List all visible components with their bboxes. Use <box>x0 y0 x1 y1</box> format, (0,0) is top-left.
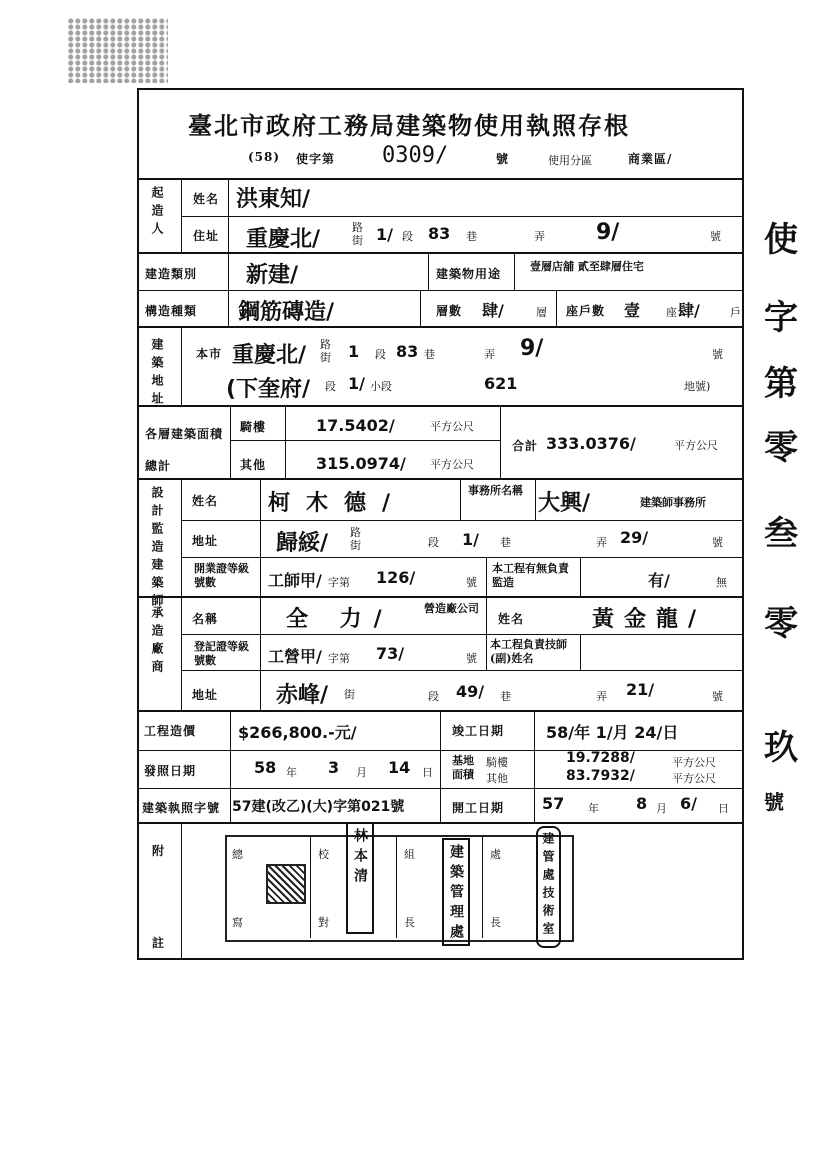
issue-nian: 年 <box>286 766 297 779</box>
areas-total-label: 合計 <box>512 439 539 453</box>
margin-char-6: 零 <box>764 604 798 644</box>
rule <box>181 216 744 217</box>
contractor-name-label: 名稱 <box>192 612 219 626</box>
rule <box>181 634 744 635</box>
rule <box>460 478 461 520</box>
designer-cert-label: 開業證等級號數 <box>194 562 249 589</box>
margin-char-5: 叁 <box>764 514 798 554</box>
areas-total-value: 333.0376/ <box>546 434 636 453</box>
designer-addr-xiang-no: 1/ <box>462 530 479 549</box>
notes-zhu: 註 <box>152 936 166 950</box>
designer-addr-lu: 路 <box>350 526 361 539</box>
rule <box>137 326 744 328</box>
notes-fu: 附 <box>152 844 166 858</box>
margin-char-8: 號 <box>764 790 784 814</box>
margin-char-7: 玖 <box>764 728 798 768</box>
applicant-addr-road: 重慶北/ <box>246 227 321 252</box>
base-qilou-value: 19.7288/ <box>566 750 635 766</box>
structure-value: 鋼筋磚造/ <box>238 300 335 325</box>
applicant-section-label: 起造人 <box>150 186 164 240</box>
areas-other-unit: 平方公尺 <box>430 458 474 471</box>
units-seat-unit: 座 <box>666 306 677 319</box>
site-xiang-no: 83 <box>396 342 419 361</box>
rule <box>181 520 744 521</box>
start-label: 開工日期 <box>452 801 505 815</box>
start-month: 8 <box>636 794 648 813</box>
areas-total-unit: 平方公尺 <box>674 439 718 452</box>
rule <box>486 596 487 634</box>
contractor-addr-jie: 街 <box>344 688 355 701</box>
contractor-name-value: 全 力/ <box>286 607 394 632</box>
designer-office-label: 事務所名稱 <box>468 484 523 497</box>
issue-ri: 日 <box>422 766 433 779</box>
floors-value: 肆/ <box>482 301 504 320</box>
designer-cert-no: 126/ <box>376 568 416 587</box>
rule <box>230 710 231 822</box>
site-duan: 段 <box>375 348 386 361</box>
designer-name-label: 姓名 <box>192 494 219 508</box>
stamp-chu: 處 <box>490 848 501 861</box>
units-household: 肆/ <box>678 301 700 320</box>
site-district-duan: 段 <box>325 380 336 393</box>
site-jie: 街 <box>320 351 331 364</box>
rule <box>228 178 229 252</box>
designer-supervise-you: 有/ <box>648 571 670 590</box>
header-year: (58) <box>248 150 281 164</box>
contractor-addr-no: 21/ <box>626 680 655 699</box>
permit-label: 建築執照字號 <box>142 801 221 815</box>
base-other-unit: 平方公尺 <box>672 772 716 785</box>
rule <box>310 836 311 938</box>
contractor-section-label: 承造廠商 <box>150 606 164 678</box>
rule <box>181 670 744 671</box>
margin-char-3: 第 <box>764 364 798 404</box>
stamp-zu: 組 <box>404 848 415 861</box>
site-section-label: 建築地址 <box>150 338 164 410</box>
designer-addr-xiang: 巷 <box>500 536 511 549</box>
applicant-addr-no: 9/ <box>596 220 620 245</box>
contractor-reg-no: 73/ <box>376 644 405 663</box>
site-xiao: 小段 <box>370 380 392 393</box>
floors-unit: 層 <box>536 306 547 319</box>
areas-ground-value: 17.5402/ <box>316 416 395 435</box>
areas-ground-label: 騎樓 <box>240 420 267 434</box>
issue-yue: 月 <box>356 766 367 779</box>
issue-label: 發照日期 <box>144 764 197 778</box>
applicant-addr-xiang-no: 83 <box>428 224 451 243</box>
rule <box>137 405 744 407</box>
areas-ground-unit: 平方公尺 <box>430 420 474 433</box>
areas-other-label: 其他 <box>240 458 267 472</box>
applicant-addr-duan: 段 <box>402 230 413 243</box>
site-lot-label: 地號) <box>684 380 711 393</box>
margin-char-1: 使 <box>764 220 798 260</box>
stamp-dui: 對 <box>318 916 329 929</box>
designer-addr-jie: 街 <box>350 539 361 552</box>
rule <box>420 290 421 326</box>
designer-office-value: 大興/ <box>538 491 591 516</box>
signature-seal-a: 林本清 <box>346 822 374 934</box>
rule <box>486 634 487 670</box>
rule <box>440 710 441 822</box>
designer-addr-nong: 弄 <box>596 536 607 549</box>
site-xiao-no: 1/ <box>348 374 365 393</box>
header-permit-no: 0309/ <box>382 143 449 168</box>
rule <box>580 557 581 597</box>
scan-noise <box>68 18 168 83</box>
margin-char-2: 字 <box>764 298 798 338</box>
contractor-addr-hao: 號 <box>712 690 723 703</box>
site-city: 本市 <box>196 347 223 361</box>
header-hao: 號 <box>496 152 510 166</box>
contractor-addr-xiang: 巷 <box>500 690 511 703</box>
rule <box>260 478 261 710</box>
rule <box>396 836 397 938</box>
site-xiang: 巷 <box>424 348 435 361</box>
areas-section-label: 各層建築面積總計 <box>145 427 224 473</box>
issue-day: 14 <box>388 758 411 777</box>
contractor-org-label: 營造廠公司 <box>424 602 479 615</box>
rule <box>535 478 536 520</box>
cost-label: 工程造價 <box>144 724 197 738</box>
designer-cert-hao: 號 <box>466 576 477 589</box>
rule <box>181 557 744 558</box>
applicant-name-value: 洪東知/ <box>236 187 311 212</box>
structure-label: 構造種類 <box>145 304 198 318</box>
issue-year: 58 <box>254 758 277 777</box>
building-use-label: 建築物用途 <box>436 267 502 281</box>
contractor-addr-road: 赤峰/ <box>276 683 329 708</box>
stamp-zhang-1: 長 <box>404 916 415 929</box>
units-seat: 壹 <box>624 301 641 320</box>
zone-label: 使用分區 <box>548 154 592 167</box>
rule <box>230 405 231 478</box>
rule <box>137 478 744 480</box>
building-type-label: 建造類別 <box>145 267 198 281</box>
building-type-value: 新建/ <box>246 263 299 288</box>
designer-addr-duan: 段 <box>428 536 439 549</box>
rule <box>181 822 182 958</box>
rule <box>556 290 557 326</box>
designer-addr-hao: 號 <box>712 536 723 549</box>
site-hao: 號 <box>712 348 723 361</box>
document-title: 臺北市政府工務局建築物使用執照存根 <box>188 111 630 140</box>
site-district: (下奎府/ <box>226 377 311 402</box>
rule <box>181 178 182 252</box>
start-nian: 年 <box>588 802 599 815</box>
rule <box>285 405 286 478</box>
start-ri: 日 <box>718 802 729 815</box>
rule <box>428 252 429 290</box>
start-yue: 月 <box>656 802 667 815</box>
site-lot: 621 <box>484 374 518 393</box>
designer-supervise-label: 本工程有無負責監造 <box>492 562 569 589</box>
seal-stamp <box>266 864 306 904</box>
base-qilou-label: 騎樓 <box>486 756 508 769</box>
designer-cert-prefix: 字第 <box>328 576 350 589</box>
contractor-reg-hao: 號 <box>466 652 477 665</box>
applicant-name-label: 姓名 <box>193 192 220 206</box>
rule <box>534 710 535 822</box>
contractor-reg-prefix: 字第 <box>328 652 350 665</box>
start-year: 57 <box>542 794 565 813</box>
stamp-jiao: 校 <box>318 848 329 861</box>
cost-value: $266,800.-元/ <box>238 723 357 742</box>
signature-seal-b: 建築管理處 <box>442 838 470 946</box>
contractor-addr-duan: 段 <box>428 690 439 703</box>
units-label: 座戶數 <box>566 304 606 318</box>
site-lu: 路 <box>320 338 331 351</box>
rule <box>580 634 581 670</box>
applicant-addr-nong: 弄 <box>534 230 545 243</box>
designer-addr-label: 地址 <box>192 534 219 548</box>
stamp-zhang-2: 長 <box>490 916 501 929</box>
site-duan-no: 1 <box>348 342 360 361</box>
rule <box>137 822 744 824</box>
contractor-addr-nong: 弄 <box>596 690 607 703</box>
rule <box>230 440 500 441</box>
site-nong: 弄 <box>484 348 495 361</box>
finish-value: 58/年 1/月 24/日 <box>546 723 679 742</box>
contractor-addr-xiang-no: 49/ <box>456 682 485 701</box>
floors-label: 層數 <box>436 304 463 318</box>
rule <box>228 252 229 326</box>
contractor-owner-value: 黃金龍/ <box>592 607 707 632</box>
applicant-addr-jie: 街 <box>352 234 363 247</box>
applicant-addr-lu: 路 <box>352 221 363 234</box>
contractor-reg-label: 登記證等級號數 <box>194 640 249 667</box>
rule <box>181 478 182 710</box>
rule <box>500 405 501 478</box>
site-no: 9/ <box>520 336 544 361</box>
designer-section-label: 設計監造建築師 <box>150 486 164 612</box>
applicant-addr-duan-no: 1/ <box>376 225 393 244</box>
zone-value: 商業區/ <box>628 152 673 166</box>
rule <box>514 252 515 290</box>
designer-addr-road: 歸綏/ <box>276 531 329 556</box>
applicant-addr-hao: 號 <box>710 230 721 243</box>
rule <box>137 596 744 598</box>
applicant-addr-xiang: 巷 <box>466 230 477 243</box>
base-label: 基地面積 <box>452 754 474 781</box>
issue-month: 3 <box>328 758 340 777</box>
contractor-tech-label: 本工程負責技師(副)姓名 <box>490 638 567 665</box>
contractor-owner-label: 姓名 <box>498 612 525 626</box>
units-household-unit: 戶 <box>730 306 741 319</box>
site-road: 重慶北/ <box>232 343 307 368</box>
base-qilou-unit: 平方公尺 <box>672 756 716 769</box>
margin-char-4: 零 <box>764 428 798 468</box>
rule <box>181 328 182 405</box>
header-permit-prefix: 使字第 <box>296 152 336 166</box>
stamp-xie: 寫 <box>232 916 243 929</box>
designer-office-suffix: 建築師事務所 <box>640 496 706 509</box>
permit-value: 57建(改乙)(大)字第021號 <box>232 799 405 815</box>
designer-supervise-wu: 無 <box>716 576 727 589</box>
contractor-reg-class: 工營甲/ <box>268 647 322 666</box>
start-day: 6/ <box>680 794 697 813</box>
contractor-addr-label: 地址 <box>192 688 219 702</box>
stamp-zong: 總 <box>232 848 243 861</box>
designer-addr-no: 29/ <box>620 528 649 547</box>
areas-other-value: 315.0974/ <box>316 454 406 473</box>
applicant-addr-label: 住址 <box>193 229 220 243</box>
base-other-value: 83.7932/ <box>566 768 635 784</box>
designer-name-value: 柯木德/ <box>268 491 407 516</box>
base-other-label: 其他 <box>486 772 508 785</box>
finish-label: 竣工日期 <box>452 724 505 738</box>
rule <box>482 836 483 938</box>
building-use-value: 壹層店舖 貳至肆層住宅 <box>530 260 644 273</box>
designer-cert-class: 工師甲/ <box>268 571 322 590</box>
signature-seal-c: 建管處技術室 <box>536 826 561 948</box>
rule <box>486 557 487 597</box>
